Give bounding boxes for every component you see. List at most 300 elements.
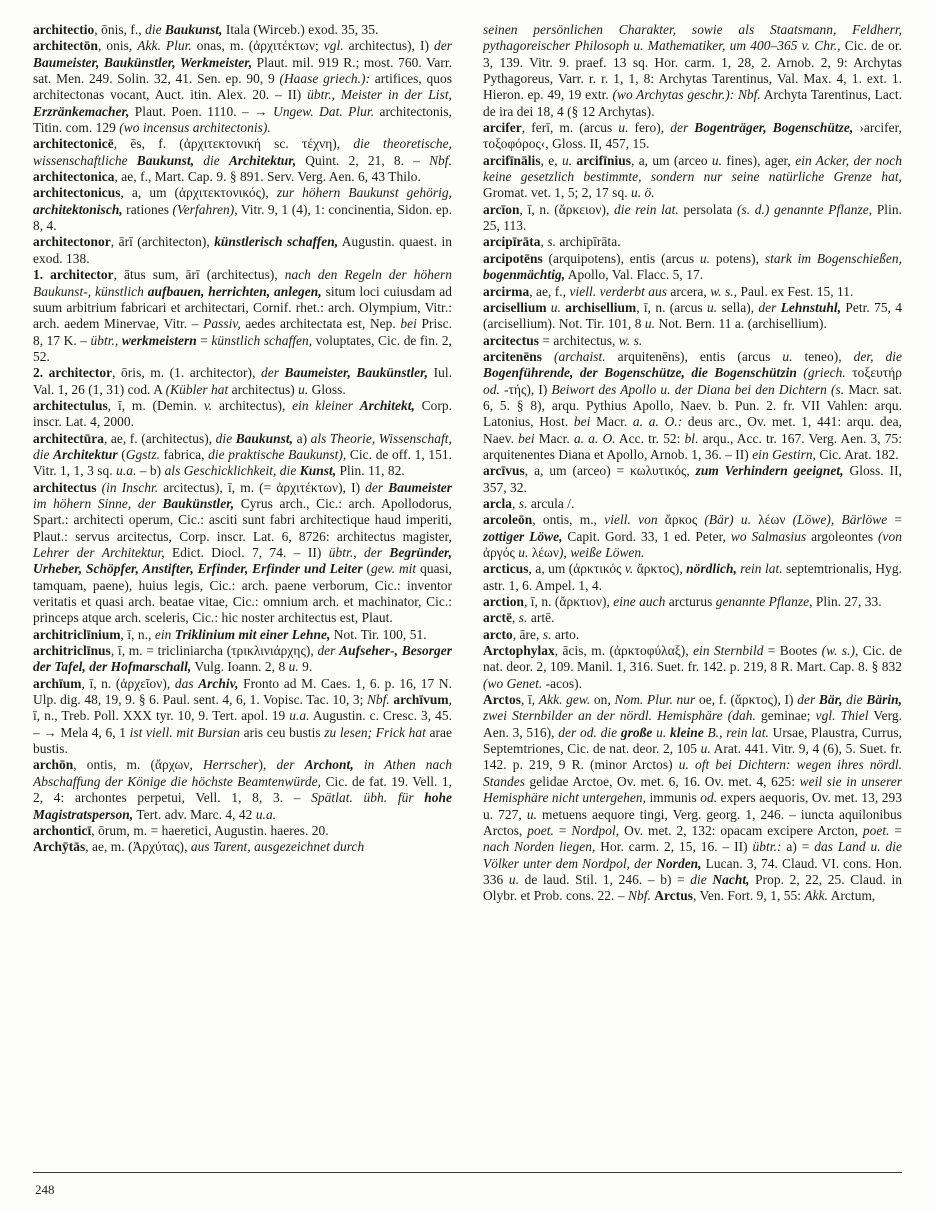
text-run: architectus) xyxy=(231,381,299,397)
text-run: gew. mit xyxy=(370,561,417,577)
text-run: ( xyxy=(117,446,126,462)
text-run: , ācis, m. (ἀρκτοφύλαξ), xyxy=(554,643,694,659)
text-run: ( xyxy=(362,561,371,577)
text-run: Architektur xyxy=(53,446,118,462)
text-run: Nbf. xyxy=(366,692,390,708)
text-run: arcifer xyxy=(483,120,522,136)
text-run: Architektur, xyxy=(228,152,297,168)
text-run: Cic. de off. 1, 151. Vitr. 1, 1, 3 sq. xyxy=(33,446,452,479)
text-run: u. xyxy=(508,871,519,887)
text-run: , Cic. de nat. deor. 2, 109. Manil. 1, 316. Suet. fr. 142. p. 219, 8 R. Mart. Cap. 8. § 832 xyxy=(483,643,902,675)
text-run: Baumeister, Baukünstler, Werkmeister, xyxy=(33,54,253,70)
text-run: (Löwe), Bärlöwe xyxy=(792,512,888,528)
text-run: aufbauen, herrichten, anlegen, xyxy=(147,283,322,299)
text-run: architriclīnus xyxy=(33,643,111,659)
text-run: Arctos xyxy=(483,692,521,708)
text-run: u.a. xyxy=(289,708,310,724)
text-run: u. xyxy=(711,152,723,168)
text-run: onas, m. (ἀρχιτέκτων; xyxy=(191,38,324,54)
text-run: Plaut. mil. 919 R.; most. 760. Varr. sat. Men. 249. Solin. 32, 41. Sen. ep. 90, 9 xyxy=(33,54,452,87)
text-run: sella), xyxy=(717,299,759,315)
text-run: vgl. Thiel xyxy=(815,708,869,724)
text-run: Fronto ad M. Caes. 1, 6. p. 16, 17 N. Ulp. dig. 48, 19, 9. § 6. Paul. sent. 4, 6, 1. Vopisc. Tac. 10, 3; xyxy=(33,675,452,708)
text-run: teneo), xyxy=(792,348,854,364)
text-run: Ov. met. 2, 132: opacam excipere Arcton, xyxy=(619,822,863,838)
text-run: Ggstz. xyxy=(125,446,160,462)
text-run: s. xyxy=(542,626,552,642)
dictionary-entry xyxy=(33,643,452,676)
text-run: , ontis, m. (ἄρχων, xyxy=(73,757,203,773)
text-run: Gromat. vet. 1, 5; 2, 17 sq. xyxy=(483,185,631,201)
text-run: , ī, n. (ἄρκειον), xyxy=(519,201,615,217)
text-run: arcla xyxy=(483,495,513,511)
text-run: arcipīrāta xyxy=(483,234,541,250)
text-run: arcīvus xyxy=(483,463,525,479)
text-run: , ī, m. (Demin. xyxy=(107,397,204,413)
dictionary-entry xyxy=(483,234,902,250)
text-run: , ae, m. (Ἀρχύτας), xyxy=(85,839,191,855)
text-run: übtr.: xyxy=(752,839,782,855)
text-run: Vitr. 9, 1 (4), 1: concinentia, Sidon. ep. 8, 4. xyxy=(33,201,452,234)
text-run: , ōnis, f., xyxy=(94,22,146,37)
text-run: zur höhern Baukunst gehörig, xyxy=(276,185,452,201)
dictionary-entry xyxy=(33,823,452,839)
text-run: der xyxy=(797,692,819,708)
text-run: , ōrum, m. = haeretici, Augustin. haeres. 20. xyxy=(91,822,329,838)
text-run: u. xyxy=(618,120,629,136)
text-run: Archont, xyxy=(304,757,354,773)
column-left xyxy=(33,22,452,1162)
text-run: , Ven. Fort. 9, 1, 55: xyxy=(693,888,805,904)
text-run: u. xyxy=(782,348,793,364)
dictionary-entry xyxy=(483,594,902,610)
text-run: Plin. 25, 113. xyxy=(483,201,902,234)
dictionary-entry xyxy=(483,251,902,284)
text-run: u. xyxy=(699,250,711,266)
text-run: Triklinium mit einer Lehne, xyxy=(174,626,331,642)
text-run: der xyxy=(365,479,389,495)
text-run: Arctum, xyxy=(828,888,876,904)
text-run: Apollo, Val. Flacc. 5, 17. xyxy=(565,267,704,283)
dictionary-entry xyxy=(483,22,902,120)
text-run: Augustin. quaest. in exod. 138. xyxy=(33,234,452,266)
text-run: bl. xyxy=(684,430,699,446)
text-run: zwei Sternbilder an der nördl. Hemisphäre (dah. xyxy=(483,708,756,724)
text-run: s. xyxy=(518,610,528,626)
text-run: ein xyxy=(154,626,175,642)
text-run: , xyxy=(512,495,519,511)
text-run: die xyxy=(215,430,236,446)
text-run: , ī, n. (ἀρχεῖον), xyxy=(81,675,175,691)
dictionary-entry xyxy=(33,365,452,398)
text-run: (wo Genet. xyxy=(483,675,543,691)
dictionary-entry xyxy=(483,610,902,626)
text-run: arcula /. xyxy=(527,495,575,511)
dictionary-entry xyxy=(33,185,452,234)
text-run: artifices, quos architectonas vocant, Auct. itin. Alex. 20. – II) xyxy=(33,71,452,103)
text-run: , ī, m. = tricliniarcha (τρικλινιάρχης), xyxy=(110,643,318,659)
text-run: bei xyxy=(400,316,417,332)
text-run: 1. architector xyxy=(33,267,114,283)
text-run: w. s. xyxy=(618,332,643,348)
text-run: Nbf. xyxy=(737,87,761,103)
text-run: Lehnstuhl, xyxy=(780,299,842,315)
dictionary-entry xyxy=(483,643,902,692)
text-run: v. xyxy=(203,397,213,413)
text-run: s. xyxy=(518,495,528,511)
text-run: fero), xyxy=(628,120,671,136)
text-run: arcitenēns xyxy=(483,348,543,364)
text-run: archīvum xyxy=(393,692,449,708)
dictionary-entry xyxy=(33,22,452,38)
text-run: Not. Bern. 11 a. (archisellium). xyxy=(655,316,827,332)
text-run: arcturus xyxy=(665,594,716,610)
text-run: u. xyxy=(550,299,561,315)
text-run: u.a. xyxy=(255,806,277,822)
text-run: die theoretische, wissenschaftliche xyxy=(33,136,452,168)
text-run: Macr. sat. 6, 5. § 8), arqu. Pythius Apollo, Naev. b. Pun. 2. fr. VII Vahlen: arqu. Latonius, Host. xyxy=(483,381,902,430)
dictionary-entry xyxy=(483,349,902,463)
text-run: (Verfahren), xyxy=(172,201,238,217)
text-run: übtr., der xyxy=(328,545,390,560)
text-run: u. xyxy=(700,741,711,757)
text-run: fines), ager, xyxy=(722,152,796,168)
text-run: Paul. ex Fest. 15, 11. xyxy=(737,283,854,299)
text-run: , ōris, m. (1. architector), xyxy=(112,365,261,381)
text-run: die xyxy=(194,152,229,168)
text-run: übtr., xyxy=(90,332,122,348)
text-run: Beiwort des Apollo u. der Diana bei den Dichtern (s. xyxy=(551,381,845,397)
text-run: oe, f. (ἄρκτος), I) xyxy=(695,692,798,708)
text-run: Plin. 27, 33. xyxy=(812,594,882,610)
text-run: Cic. de or. 3, 139. Vitr. 9. praef. 13 sq. Hor. carm. 1, 28, 2. Arnob. 2, 9: Archytas Pythagoreus, Varr. r. r. 1, 1, 8: Archytas Tarentinus, Val. Max. 4, 1. ext. 1. Hieron. ep. 49, 19 extr. xyxy=(483,38,902,103)
text-run: Baukunst, xyxy=(165,22,223,37)
text-run: viell. von xyxy=(604,512,658,528)
text-run: expers aequoris, Ov. met. 13, 293 u. 727, xyxy=(483,790,902,822)
text-run: architectus), xyxy=(212,397,293,413)
text-run: a) = xyxy=(781,839,815,855)
text-run: u. xyxy=(740,512,752,528)
text-run: potens), xyxy=(710,250,765,266)
text-run: Gloss. xyxy=(308,381,346,397)
text-run: , ēs, f. (ἀρχιτεκτονική sc. τέχνη), xyxy=(113,136,354,152)
text-run: kleine xyxy=(669,724,704,740)
text-run: a. a. O.: xyxy=(632,414,683,430)
text-run: ἀργός xyxy=(483,545,519,560)
text-run: Cyrus arch., Cic.: arch. Apollodorus, Spart.: architecti operum, Cic.: asciti sunt fabri architectique haud imperiti, Plaut.: servus arcitectus, Corp. inscr. Lat. 6, 8726: architectus magister, xyxy=(33,495,452,544)
text-run: architriclīnium xyxy=(33,626,121,642)
text-run: , e, xyxy=(540,152,562,168)
dictionary-entry xyxy=(483,512,902,561)
text-run: arcirma xyxy=(483,283,530,299)
text-run: Architekt, xyxy=(359,397,415,413)
text-run: , xyxy=(540,234,548,250)
text-run: Iul. Val. 1, 26 (1, 31) cod. A xyxy=(33,365,452,397)
text-run: der xyxy=(276,757,305,773)
text-run: v. xyxy=(624,561,634,577)
dictionary-entry xyxy=(33,267,452,365)
text-run: λέων xyxy=(528,545,560,560)
text-run: der od. die xyxy=(558,724,621,740)
dictionary-entry xyxy=(483,496,902,512)
text-run: Bogenträger, Bogenschütze, xyxy=(694,120,854,136)
text-run: architectonicus xyxy=(33,185,121,201)
text-run: , a, um (ἀρκτικός xyxy=(528,561,625,577)
text-run: seinen persönlichen Charakter, sowie als Staatsmann, Feldherr, pythagoreischer Philosoph u. Mathematiker, um 400–365 v. Chr., xyxy=(483,22,902,54)
text-run: (Haase griech.): xyxy=(279,71,371,87)
text-run: – b) xyxy=(136,463,165,479)
text-run: persolata xyxy=(678,201,737,217)
text-run: , xyxy=(512,610,519,626)
text-run: rationes xyxy=(122,201,173,217)
text-run: der xyxy=(758,299,781,315)
text-run: Prop. 2, 22, 25. Claud. in Olybr. et Prob. cons. 22. – xyxy=(483,871,902,904)
text-run: eine auch xyxy=(613,594,666,610)
text-run: u. xyxy=(656,724,670,740)
text-run: deus arc., Ov. met. 1, 441: arqu. dea, Naev. xyxy=(483,414,902,446)
text-run: arto. xyxy=(551,626,580,642)
text-run: als Theorie, Wissenschaft, die xyxy=(33,430,452,462)
text-run: Arctus xyxy=(654,888,694,904)
text-run: artē. xyxy=(527,610,555,626)
text-run: der xyxy=(670,120,695,136)
text-run: 9. xyxy=(298,659,313,675)
text-run: Akk. gew. xyxy=(538,692,591,708)
text-run: , a, um (arceo xyxy=(631,152,712,168)
text-run: die rein lat. xyxy=(614,201,679,217)
text-run: bei xyxy=(518,430,535,446)
text-run: (griech. xyxy=(803,365,846,381)
text-run: ), xyxy=(258,757,277,773)
text-run: , ī, xyxy=(520,692,539,708)
text-run: Macr. xyxy=(590,414,633,430)
text-run: archōn xyxy=(33,757,74,773)
text-run: genannte Pflanze, xyxy=(715,594,813,610)
text-run: das xyxy=(174,675,199,691)
text-run: -acos). xyxy=(542,675,583,691)
text-run: voluptates, Cic. de fin. 2, 52. xyxy=(33,332,452,364)
dictionary-entry xyxy=(33,627,452,643)
text-run: = xyxy=(553,822,572,838)
text-run: (archaist. xyxy=(554,348,606,364)
text-run: Herrscher xyxy=(202,757,259,773)
text-run: de laud. Stil. 1, 246. – b) = xyxy=(518,871,691,887)
text-run: fabrica, xyxy=(159,446,209,462)
text-run: architectulus xyxy=(33,397,108,413)
text-run: Prisc. 8, 17 K. – xyxy=(33,316,452,348)
text-run: arcto xyxy=(483,626,513,642)
text-run: im höhern Sinne, der xyxy=(33,495,163,511)
text-run: arcisellium xyxy=(483,299,547,315)
text-run: 2. architector xyxy=(33,365,113,381)
text-run: u. xyxy=(298,381,309,397)
text-run: Lehrer der Architektur, xyxy=(33,545,165,560)
text-run: ἄρκτος), xyxy=(633,561,687,577)
text-run: ›arcifer, τοξοφόρος‹, Gloss. II, 457, 15. xyxy=(483,120,902,152)
dictionary-entry xyxy=(483,692,902,904)
text-run: u. xyxy=(644,316,656,332)
text-run: archīum xyxy=(33,675,82,691)
text-run: = xyxy=(889,822,902,838)
text-run: der, die xyxy=(853,348,902,364)
text-columns xyxy=(33,22,902,1162)
text-run: nach Norden liegen, xyxy=(483,839,596,855)
text-run: metuens aequore tingi, Verg. georg. 1, 246. – iuncta aquilonibus Arctos, xyxy=(483,806,902,838)
dictionary-entry xyxy=(33,431,452,480)
dictionary-entry xyxy=(483,627,902,643)
text-run: arcipotēns xyxy=(483,250,543,266)
text-run: (s. d.) genannte Pflanze, xyxy=(736,201,873,217)
text-run: archipīrāta. xyxy=(556,234,621,250)
text-run: Norden, xyxy=(656,855,702,871)
text-run: ein Acker, der noch keine gesetzlich bestimmte, sondern nur seine natürliche Grenze hat, xyxy=(483,152,902,185)
text-run: übtr., Meister in der List, xyxy=(307,87,452,103)
text-run: Petr. 75, 4 (arcisellium). Not. Tir. 101, 8 xyxy=(483,299,902,332)
text-run: , ae, f., xyxy=(529,283,570,299)
dictionary-entry xyxy=(33,480,452,627)
text-run: Gloss. II, 357, 32. xyxy=(483,463,902,495)
dictionary-entry xyxy=(483,300,902,333)
text-run: Corp. inscr. Lat. 4, 2000. xyxy=(33,397,452,430)
dictionary-entry xyxy=(33,398,452,431)
text-run: ein Sternbild xyxy=(693,643,764,659)
text-run: poet. xyxy=(527,822,554,838)
text-run: situm loci cuiusdam ad suum arbitrium fabricari et architectari, Cornif. rhet.: arch. Olympium, Vitr.: arch. aedem Minervae, Vitr. – xyxy=(33,283,452,332)
text-run: arcitectus xyxy=(483,332,540,348)
text-run: zu lesen; Frick hat xyxy=(324,724,426,740)
text-run: od. xyxy=(700,790,718,806)
text-run: architectōn xyxy=(33,38,99,54)
text-run: Itala (Wirceb.) exod. 35, 35. xyxy=(222,22,379,37)
text-run: architectonicē xyxy=(33,136,114,152)
text-run: der xyxy=(434,38,452,54)
text-run: = xyxy=(196,332,212,348)
text-run: geminae; xyxy=(755,708,816,724)
text-run: Macr. xyxy=(534,430,574,446)
text-run: Nbf. xyxy=(627,888,651,904)
text-run: arcīon xyxy=(483,201,520,217)
text-run: arctē xyxy=(483,610,512,626)
text-run: Bärin, xyxy=(866,692,902,708)
text-run: Cic. de fat. 19. Vell. 1, 2, 4: archontes perpetui, Vell. 1, 8, 3. – xyxy=(33,773,452,806)
text-run: Bär, xyxy=(818,692,843,708)
text-run: , ontis, m., xyxy=(532,512,605,528)
text-run: die xyxy=(690,871,713,887)
text-run: τοξευτήρ xyxy=(845,365,902,381)
text-run: (Bär) xyxy=(704,512,734,528)
text-run: (in Inschr. xyxy=(101,479,159,495)
text-run: argoleontes xyxy=(806,528,878,544)
text-run: u. xyxy=(526,806,537,822)
text-run: die xyxy=(842,692,867,708)
text-run: (Kübler hat xyxy=(165,381,232,397)
text-run: arcitectus), ī, m. (= ἀρχιτέκτων), I) xyxy=(158,479,366,495)
text-run: die xyxy=(145,22,166,37)
text-run: Nordpol, xyxy=(571,822,620,838)
dictionary-entry xyxy=(483,284,902,300)
text-run: s. xyxy=(547,234,556,250)
text-run: , onis, xyxy=(98,38,138,54)
text-run: arcifīnālis xyxy=(483,152,541,168)
text-run: arae bustis. xyxy=(33,724,452,757)
text-run: architektonisch, xyxy=(33,201,123,217)
text-run: Quint. 2, 21, 8. – xyxy=(296,152,430,168)
text-run: (von xyxy=(878,528,902,544)
text-run: = Bootes xyxy=(763,643,822,659)
text-run: Bogenführende, der Bogenschütze, die Bogenschützin xyxy=(483,365,797,381)
text-run: B., rein lat. xyxy=(707,724,769,740)
text-run: a) xyxy=(293,430,311,446)
text-run: viell. verderbt aus xyxy=(569,283,668,299)
text-run: bei xyxy=(573,414,591,430)
text-run: Verg. Aen. 3, 516), xyxy=(483,708,902,740)
text-run: zottiger Löwe, xyxy=(483,528,563,544)
text-run: , ārī (architecton), xyxy=(110,234,215,250)
dictionary-entry xyxy=(33,757,452,822)
text-run: ist viell. mit Bursian xyxy=(129,724,240,740)
text-run: ein Gestirn, xyxy=(752,446,817,462)
text-run: Baukunst, xyxy=(235,430,294,446)
text-run: Capit. Gord. 33, 1 ed. Peter, xyxy=(562,528,731,544)
text-run: u. ö. xyxy=(631,185,655,201)
text-run: archonticī xyxy=(33,822,92,838)
text-run: Spätlat. übh. für xyxy=(311,790,425,806)
text-run: λέων xyxy=(751,512,793,528)
text-run: (w. s.) xyxy=(821,643,856,659)
text-run: , ferī, m. (arcus xyxy=(521,120,619,136)
text-run: ἄρκος xyxy=(657,512,705,528)
text-run: gelidae Arctoe, Ov. met. 6, 16. Ov. met. 4, 625: xyxy=(525,773,800,789)
text-run: poet. xyxy=(862,822,890,838)
text-run: architectio xyxy=(33,22,95,37)
text-run: Begründer, Urheber, Schöpfer, Anstifter, Erfinder, Erfinder und Leiter xyxy=(33,545,452,577)
text-run: u. xyxy=(518,545,529,560)
text-run: quasi, tamquam, paene), huius legis, Cic.: arch. paene verborum, Cic.: inventor veritatis et quasi arch. beatae vitae, Cic.: omnium arch. et machinator, Cic.: princeps atque arch. sceleris, Cic.: hic noster architectus est, Plaut. xyxy=(33,561,452,626)
text-run: architectonica xyxy=(33,169,115,185)
text-run: Hor. carm. 2, 15, 16. – II) xyxy=(595,839,753,855)
text-run: hohe Magistratsperson, xyxy=(33,790,452,822)
text-run: der xyxy=(317,643,340,659)
text-run: in Athen nach Abschaffung der Könige die höchste Beamtenwürde, xyxy=(33,757,452,789)
text-run: w. s., xyxy=(710,283,738,299)
text-run: u. xyxy=(561,152,573,168)
text-run: Edict. Diocl. 7, 74. – II) xyxy=(164,545,329,560)
text-run xyxy=(542,349,554,364)
text-run: große xyxy=(620,724,653,740)
text-run: (wo Archytas geschr.): xyxy=(612,87,735,103)
dictionary-entry xyxy=(483,463,902,496)
text-run: u. xyxy=(288,659,299,675)
text-run: , ae, f. (architectus), xyxy=(104,430,216,446)
text-run: Passiv, xyxy=(203,316,241,332)
text-run: Archyta Tarentinus, Lact. de ira dei 18, 4 (§ 12 Archytas). xyxy=(483,87,902,119)
text-run: Acc. tr. 52: xyxy=(615,430,685,446)
text-run: , a, um (ἀρχιτεκτονικός), xyxy=(120,185,277,201)
text-run: arquitenēns), entis (arcus xyxy=(605,348,783,364)
text-run: Archȳtās xyxy=(33,839,86,855)
text-run: der xyxy=(260,365,285,381)
text-run: arcoleōn xyxy=(483,512,533,528)
text-run: architectonis, Titin. com. 129 xyxy=(33,103,452,136)
text-run: architectūra xyxy=(33,430,104,446)
text-run: u.a. xyxy=(116,463,137,479)
text-run: architectus), I) xyxy=(343,38,434,54)
text-run: Tert. adv. Marc. 4, 42 xyxy=(133,806,256,822)
text-run: (arquipotens), entis (arcus xyxy=(542,250,700,266)
text-run: aris ceu bustis xyxy=(239,724,325,740)
text-run: , ī, n., xyxy=(120,626,155,642)
dictionary-entry xyxy=(483,333,902,349)
